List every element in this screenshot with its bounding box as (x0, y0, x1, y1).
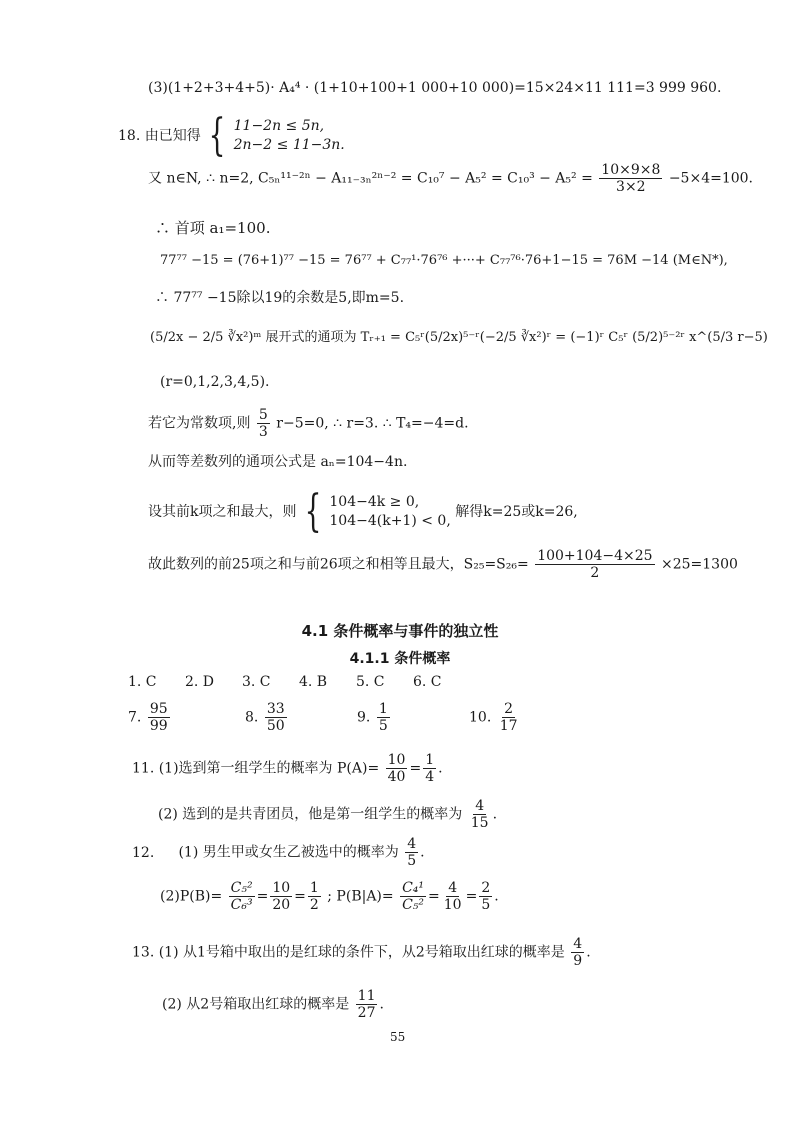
fraction-numerator: C₅² (230, 880, 253, 896)
fraction-numerator: 10 (387, 752, 406, 768)
q18-ineq2: 2n−2 ≤ 11−3n. (233, 137, 345, 153)
q18-system (234, 117, 345, 155)
section-title: 4.1 条件概率与事件的独立性 (301, 622, 499, 640)
fraction-numerator: 1 (378, 701, 388, 717)
q18-ineq1: 11−2n ≤ 5n, (233, 118, 325, 135)
q18-intro (118, 110, 345, 161)
fraction-denominator: 10 (443, 897, 462, 914)
q12-part2: (2)P(B)= $\frac{\text{C₅²}}{\text{C₆³}}$ = $\frac{10}{20}$ = $\frac{1}{2}$ ; P(B|A)= $\frac{\text{C₄¹}}{\text{C₅²}}$ = $\frac{4}{10}$ = $\frac{2}{5}$ . (160, 880, 499, 914)
q18-line8-text: 若它为常数项,则 (148, 415, 251, 432)
fraction-denominator: 5 (481, 897, 491, 914)
q11-part1: 11. (1)选到第一组学生的概率为 P(A)= $\frac{10}{40}$ = $\frac{1}{4}$ . (132, 752, 443, 786)
choice-answer: 5. C (356, 674, 385, 690)
fraction-numerator: 4 (475, 798, 485, 814)
q18-intro-text: 由已知得 (144, 128, 201, 144)
fraction (308, 880, 321, 913)
q18-line11 (148, 548, 738, 581)
q18-line2 (148, 162, 753, 195)
q12-part2-text: (2)P(B)= (160, 888, 223, 905)
q18-line10-ineq2: 104−4(k+1) < 0, (329, 513, 451, 529)
fraction-denominator: 5 (378, 718, 388, 735)
fraction-denominator: 2 (590, 565, 600, 582)
q13-part2: (2) 从2号箱取出红球的概率是 $\frac{11}{27}$ . (162, 988, 384, 1022)
fraction-denominator: 15 (470, 815, 489, 832)
fraction (405, 836, 418, 869)
q18-line7: (r=0,1,2,3,4,5). (160, 374, 270, 390)
fraction-numerator: 10×9×8 (601, 162, 661, 178)
choice-answer: 6. C (413, 674, 442, 690)
q11-part2: (2) 选到的是共青团员，他是第一组学生的概率为 $\frac{4}{15}$ . (158, 798, 498, 832)
choice-answer: 3. C (242, 674, 271, 690)
fraction-denominator: 4 (425, 769, 435, 786)
fraction (469, 798, 491, 831)
brace-icon: { (304, 486, 322, 537)
fraction-numerator: 10 (272, 880, 291, 896)
fraction-numerator: 33 (266, 701, 285, 717)
fraction-denominator: C₆³ (230, 897, 253, 914)
choice-answers (128, 674, 470, 690)
choice-answer: 2. D (185, 674, 215, 690)
answer-label: 10. (469, 709, 492, 726)
fraction (535, 548, 654, 581)
fraction (386, 752, 408, 785)
q18-line10-system (329, 493, 450, 531)
part3-line: (3)(1+2+3+4+5)· A₄⁴ · (1+10+100+1 000+10 000)=15×24×11 111=3 999 960. (148, 80, 722, 96)
q13-part1: 13. (1) 从1号箱中取出的是红球的条件下，从2号箱取出红球的概率是 $\frac{4}{9}$ . (132, 936, 591, 970)
q18-line9: 从而等差数列的通项公式是 aₙ=104−4n. (148, 454, 408, 470)
fraction (400, 880, 426, 913)
fraction-denominator: 9 (573, 953, 583, 970)
fraction (498, 701, 520, 734)
q12-part1-text: (1) 男生甲或女生乙被选中的概率为 (178, 844, 399, 861)
q18-line8-tail: r−5=0, ∴ r=3. ∴ T₄=−4=d. (276, 415, 469, 432)
choice-answer: 1. C (128, 674, 157, 690)
fraction (257, 407, 270, 440)
fraction-numerator: 4 (573, 936, 583, 952)
brace-icon: { (208, 110, 226, 161)
fraction-denominator: 50 (266, 718, 285, 735)
answer-label: 8. (245, 709, 259, 726)
fraction-denominator: C₅² (402, 897, 425, 914)
fraction (270, 880, 292, 913)
subsection-title: 4.1.1 条件概率 (349, 651, 451, 667)
fraction-numerator: 11 (357, 988, 376, 1004)
q18-line4: 77⁷⁷ −15 = (76+1)⁷⁷ −15 = 76⁷⁷ + C₇₇¹·76⁷⁶ +···+ C₇₇⁷⁶·76+1−15 = 76M −14 (M∈N*), (160, 253, 728, 268)
fraction-denominator: 27 (357, 1005, 376, 1022)
fraction-denominator: 99 (149, 718, 168, 735)
fraction (265, 701, 287, 734)
fraction-numerator: 2 (504, 701, 514, 717)
q11-part2-text: (2) 选到的是共青团员，他是第一组学生的概率为 (158, 806, 463, 823)
fraction-numerator: 2 (481, 880, 491, 896)
fraction-denominator: 3 (258, 424, 268, 441)
answer-label: 9. (357, 709, 371, 726)
q18-line11-text: 故此数列的前25项之和与前26项之和相等且最大，S₂₅=S₂₆= (148, 556, 529, 573)
fraction (571, 936, 584, 969)
fraction-numerator: 4 (448, 880, 458, 896)
q18-line8 (148, 407, 469, 440)
fraction (148, 701, 170, 734)
fraction-numerator: 4 (407, 836, 417, 852)
q11-part1-text: 11. (1)选到第一组学生的概率为 P(A)= (132, 760, 380, 777)
fraction (377, 701, 390, 734)
fraction-numerator: C₄¹ (402, 880, 425, 896)
fraction-denominator: 3×2 (616, 179, 646, 196)
q18-line6: (5/2x − 2/5 ∛x²)ᵐ 展开式的通项为 Tᵣ₊₁ = C₅ʳ(5/2x)⁵⁻ʳ(−2/5 ∛x²)ʳ = (−1)ʳ C₅ʳ (5/2)⁵⁻²ʳ x^(5/3 r−5) (150, 330, 768, 345)
q13-part1-text: 13. (1) 从1号箱中取出的是红球的条件下，从2号箱取出红球的概率是 (132, 944, 565, 961)
q18-line10-result: 解得k=25或k=26, (455, 504, 578, 520)
fraction (356, 988, 378, 1021)
fraction (423, 752, 436, 785)
q18-line5: ∴ 77⁷⁷ −15除以19的余数是5,即m=5. (155, 290, 405, 306)
q18-line11-tail: ×25=1300 (661, 556, 738, 573)
q18-line10-text: 设其前k项之和最大，则 (148, 504, 297, 520)
q12-part2-mid: ; P(B|A)= (327, 888, 394, 905)
answer-label: 7. (128, 709, 142, 726)
q18-label: 18. (118, 128, 141, 144)
q12-part1: 12. (1) 男生甲或女生乙被选中的概率为 $\frac{4}{5}$ . (132, 836, 425, 870)
q13-part2-text: (2) 从2号箱取出红球的概率是 (162, 996, 350, 1013)
q12-label: 12. (132, 844, 155, 861)
q18-line3: ∴ 首项 a₁=100. (155, 219, 271, 237)
fraction (442, 880, 464, 913)
fraction-numerator: 1 (309, 880, 319, 896)
q18-line10-ineq1: 104−4k ≥ 0, (329, 494, 420, 511)
fill-answer (469, 701, 522, 734)
fraction-numerator: 95 (149, 701, 168, 717)
q18-line2-left: 又 n∈N, ∴ n=2, C₅ₙ¹¹⁻²ⁿ − A₁₁₋₃ₙ²ⁿ⁻² = C₁₀⁷ − A₅² = C₁₀³ − A₅² = (148, 170, 593, 187)
fill-answer (128, 701, 172, 734)
fraction (229, 880, 255, 913)
fraction-denominator: 5 (407, 853, 417, 870)
fill-answer (245, 701, 289, 734)
fraction-denominator: 20 (272, 897, 291, 914)
fraction-numerator: 100+104−4×25 (537, 548, 653, 564)
q18-line2-tail: −5×4=100. (668, 170, 754, 187)
fraction-numerator: 5 (258, 407, 268, 423)
fraction-denominator: 17 (499, 718, 518, 735)
fraction-denominator: 2 (309, 897, 319, 914)
choice-answer: 4. B (299, 674, 328, 690)
fraction-numerator: 1 (425, 752, 435, 768)
fraction-denominator: 40 (387, 769, 406, 786)
page-number: 55 (390, 1030, 406, 1044)
fill-answer (357, 701, 392, 734)
fraction (479, 880, 492, 913)
q18-line10 (148, 486, 578, 537)
fraction (599, 162, 662, 195)
